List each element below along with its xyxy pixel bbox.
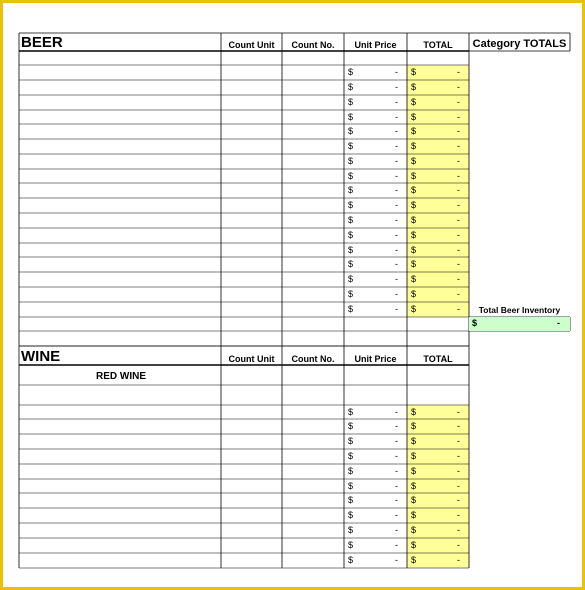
empty-value: - xyxy=(457,171,460,181)
beer-unit-price-cell-17[interactable] xyxy=(344,302,407,317)
empty-value: - xyxy=(457,274,460,284)
wine-title: WINE xyxy=(21,348,61,365)
wine-unit-price-cell-8[interactable] xyxy=(344,508,407,523)
empty-value: - xyxy=(457,525,460,535)
beer-col-unit-price: Unit Price xyxy=(354,40,397,50)
currency-symbol: $ xyxy=(411,215,417,225)
empty-value: - xyxy=(395,436,398,446)
beer-total-cell-4[interactable] xyxy=(407,110,469,124)
empty-value: - xyxy=(457,156,460,166)
currency-symbol: $ xyxy=(411,185,417,195)
empty-value: - xyxy=(457,215,460,225)
currency-symbol: $ xyxy=(411,481,417,491)
wine-unit-price-cell-7[interactable] xyxy=(344,493,407,508)
beer-total-cell-16[interactable] xyxy=(407,287,469,302)
empty-value: - xyxy=(457,141,460,151)
total-beer-inventory-value: - xyxy=(557,318,560,328)
empty-value: - xyxy=(457,436,460,446)
wine-col-total: TOTAL xyxy=(423,354,453,364)
beer-col-count-unit: Count Unit xyxy=(228,40,275,50)
beer-total-cell-14[interactable] xyxy=(407,257,469,272)
empty-value: - xyxy=(457,481,460,491)
currency-symbol: $ xyxy=(411,304,417,314)
empty-value: - xyxy=(457,126,460,136)
currency-symbol: $ xyxy=(411,274,417,284)
wine-unit-price-cell-1[interactable] xyxy=(344,405,407,419)
currency-symbol: $ xyxy=(348,215,354,225)
empty-value: - xyxy=(457,466,460,476)
currency-symbol: $ xyxy=(411,421,417,431)
red-wine-subheading: RED WINE xyxy=(96,371,146,382)
currency-symbol: $ xyxy=(348,481,354,491)
wine-total-cell-8[interactable] xyxy=(407,508,469,523)
beer-unit-price-cell-3[interactable] xyxy=(344,95,407,110)
beer-total-cell-11[interactable] xyxy=(407,213,469,228)
beer-total-cell-8[interactable] xyxy=(407,169,469,183)
empty-value: - xyxy=(395,126,398,136)
empty-value: - xyxy=(457,245,460,255)
beer-unit-price-cell-14[interactable] xyxy=(344,257,407,272)
empty-value: - xyxy=(395,525,398,535)
currency-symbol: $ xyxy=(411,525,417,535)
currency-symbol: $ xyxy=(348,540,354,550)
beer-unit-price-cell-2[interactable] xyxy=(344,80,407,95)
currency-symbol: $ xyxy=(348,289,354,299)
currency-symbol: $ xyxy=(348,230,354,240)
currency-symbol: $ xyxy=(348,451,354,461)
beer-col-count-no: Count No. xyxy=(291,40,335,50)
currency-symbol: $ xyxy=(348,112,354,122)
beer-total-cell-12[interactable] xyxy=(407,228,469,243)
empty-value: - xyxy=(457,230,460,240)
sheet-grid xyxy=(3,3,585,590)
wine-unit-price-cell-9[interactable] xyxy=(344,523,407,538)
currency-symbol: $ xyxy=(348,525,354,535)
empty-value: - xyxy=(457,407,460,417)
currency-symbol: $ xyxy=(411,510,417,520)
empty-value: - xyxy=(395,495,398,505)
beer-total-cell-1[interactable] xyxy=(407,65,469,80)
empty-value: - xyxy=(395,215,398,225)
beer-total-cell-2[interactable] xyxy=(407,80,469,95)
empty-value: - xyxy=(395,200,398,210)
beer-unit-price-cell-4[interactable] xyxy=(344,110,407,124)
empty-value: - xyxy=(457,304,460,314)
empty-value: - xyxy=(395,112,398,122)
beer-category-totals: Category TOTALS xyxy=(472,38,567,50)
empty-value: - xyxy=(457,67,460,77)
beer-unit-price-cell-9[interactable] xyxy=(344,183,407,198)
empty-value: - xyxy=(395,171,398,181)
currency-symbol: $ xyxy=(411,97,417,107)
empty-value: - xyxy=(457,200,460,210)
beer-col-total: TOTAL xyxy=(423,40,453,50)
currency-symbol: $ xyxy=(348,156,354,166)
empty-value: - xyxy=(395,156,398,166)
currency-symbol: $ xyxy=(348,421,354,431)
currency-symbol: $ xyxy=(411,156,417,166)
wine-unit-price-cell-4[interactable] xyxy=(344,449,407,464)
empty-value: - xyxy=(395,510,398,520)
empty-value: - xyxy=(457,97,460,107)
currency-symbol: $ xyxy=(411,540,417,550)
beer-total-cell-15[interactable] xyxy=(407,272,469,287)
currency-symbol: $ xyxy=(411,451,417,461)
currency-symbol: $ xyxy=(348,82,354,92)
wine-total-cell-5[interactable] xyxy=(407,464,469,479)
wine-total-cell-9[interactable] xyxy=(407,523,469,538)
currency-symbol: $ xyxy=(348,200,354,210)
currency-symbol: $ xyxy=(411,555,417,565)
wine-total-cell-6[interactable] xyxy=(407,479,469,493)
beer-unit-price-cell-15[interactable] xyxy=(344,272,407,287)
wine-total-cell-3[interactable] xyxy=(407,434,469,449)
beer-unit-price-cell-1[interactable] xyxy=(344,65,407,80)
beer-total-cell-3[interactable] xyxy=(407,95,469,110)
wine-unit-price-cell-11[interactable] xyxy=(344,553,407,568)
currency-symbol: $ xyxy=(411,141,417,151)
beer-unit-price-cell-13[interactable] xyxy=(344,243,407,257)
beer-unit-price-cell-12[interactable] xyxy=(344,228,407,243)
wine-unit-price-cell-6[interactable] xyxy=(344,479,407,493)
empty-value: - xyxy=(395,274,398,284)
total-beer-inventory-cell[interactable] xyxy=(469,317,570,331)
wine-total-cell-7[interactable] xyxy=(407,493,469,508)
beer-unit-price-cell-11[interactable] xyxy=(344,213,407,228)
wine-col-unit-price: Unit Price xyxy=(354,354,397,364)
currency-symbol: $ xyxy=(348,245,354,255)
currency-symbol: $ xyxy=(411,245,417,255)
empty-value: - xyxy=(457,112,460,122)
wine-col-count-unit: Count Unit xyxy=(228,354,275,364)
empty-value: - xyxy=(457,82,460,92)
empty-value: - xyxy=(395,466,398,476)
empty-value: - xyxy=(395,407,398,417)
empty-value: - xyxy=(395,540,398,550)
empty-value: - xyxy=(395,97,398,107)
empty-value: - xyxy=(395,451,398,461)
beer-total-cell-10[interactable] xyxy=(407,198,469,213)
empty-value: - xyxy=(395,185,398,195)
currency-symbol: $ xyxy=(348,97,354,107)
wine-total-cell-10[interactable] xyxy=(407,538,469,553)
beer-unit-price-cell-8[interactable] xyxy=(344,169,407,183)
empty-value: - xyxy=(457,185,460,195)
empty-value: - xyxy=(457,289,460,299)
beer-unit-price-cell-7[interactable] xyxy=(344,154,407,169)
currency-symbol: $ xyxy=(411,112,417,122)
empty-value: - xyxy=(457,510,460,520)
currency-symbol: $ xyxy=(411,126,417,136)
currency-symbol: $ xyxy=(348,126,354,136)
wine-unit-price-cell-2[interactable] xyxy=(344,419,407,434)
beer-total-cell-9[interactable] xyxy=(407,183,469,198)
beer-total-cell-7[interactable] xyxy=(407,154,469,169)
currency-symbol: $ xyxy=(348,274,354,284)
currency-symbol: $ xyxy=(348,67,354,77)
empty-value: - xyxy=(457,421,460,431)
empty-value: - xyxy=(395,481,398,491)
beer-title: BEER xyxy=(21,34,63,51)
empty-value: - xyxy=(395,230,398,240)
total-beer-inventory-label: Total Beer Inventory xyxy=(478,305,561,315)
empty-value: - xyxy=(395,289,398,299)
currency-symbol: $ xyxy=(348,259,354,269)
beer-unit-price-cell-10[interactable] xyxy=(344,198,407,213)
beer-unit-price-cell-6[interactable] xyxy=(344,139,407,154)
wine-unit-price-cell-5[interactable] xyxy=(344,464,407,479)
currency-symbol: $ xyxy=(411,259,417,269)
beer-unit-price-cell-5[interactable] xyxy=(344,124,407,139)
currency-symbol: $ xyxy=(348,555,354,565)
currency-symbol: $ xyxy=(411,495,417,505)
empty-value: - xyxy=(395,245,398,255)
empty-value: - xyxy=(395,141,398,151)
empty-value: - xyxy=(457,259,460,269)
empty-value: - xyxy=(395,421,398,431)
currency-symbol: $ xyxy=(411,436,417,446)
beer-total-cell-6[interactable] xyxy=(407,139,469,154)
beer-total-cell-13[interactable] xyxy=(407,243,469,257)
empty-value: - xyxy=(395,555,398,565)
wine-total-cell-11[interactable] xyxy=(407,553,469,568)
currency-symbol: $ xyxy=(348,510,354,520)
wine-unit-price-cell-10[interactable] xyxy=(344,538,407,553)
currency-symbol: $ xyxy=(411,230,417,240)
total-beer-inventory-currency: $ xyxy=(472,318,478,328)
empty-value: - xyxy=(457,451,460,461)
currency-symbol: $ xyxy=(348,171,354,181)
wine-total-cell-2[interactable] xyxy=(407,419,469,434)
wine-total-cell-4[interactable] xyxy=(407,449,469,464)
currency-symbol: $ xyxy=(348,466,354,476)
currency-symbol: $ xyxy=(411,171,417,181)
wine-unit-price-cell-3[interactable] xyxy=(344,434,407,449)
empty-value: - xyxy=(457,540,460,550)
currency-symbol: $ xyxy=(411,407,417,417)
currency-symbol: $ xyxy=(348,141,354,151)
wine-col-count-no: Count No. xyxy=(291,354,335,364)
currency-symbol: $ xyxy=(411,200,417,210)
currency-symbol: $ xyxy=(348,185,354,195)
empty-value: - xyxy=(395,259,398,269)
empty-value: - xyxy=(395,304,398,314)
currency-symbol: $ xyxy=(348,436,354,446)
currency-symbol: $ xyxy=(411,82,417,92)
currency-symbol: $ xyxy=(348,407,354,417)
empty-value: - xyxy=(395,67,398,77)
currency-symbol: $ xyxy=(348,495,354,505)
empty-value: - xyxy=(457,495,460,505)
currency-symbol: $ xyxy=(411,466,417,476)
currency-symbol: $ xyxy=(348,304,354,314)
beer-unit-price-cell-16[interactable] xyxy=(344,287,407,302)
beer-total-cell-17[interactable] xyxy=(407,302,469,317)
wine-total-cell-1[interactable] xyxy=(407,405,469,419)
beer-total-cell-5[interactable] xyxy=(407,124,469,139)
currency-symbol: $ xyxy=(411,289,417,299)
empty-value: - xyxy=(395,82,398,92)
currency-symbol: $ xyxy=(411,67,417,77)
empty-value: - xyxy=(457,555,460,565)
